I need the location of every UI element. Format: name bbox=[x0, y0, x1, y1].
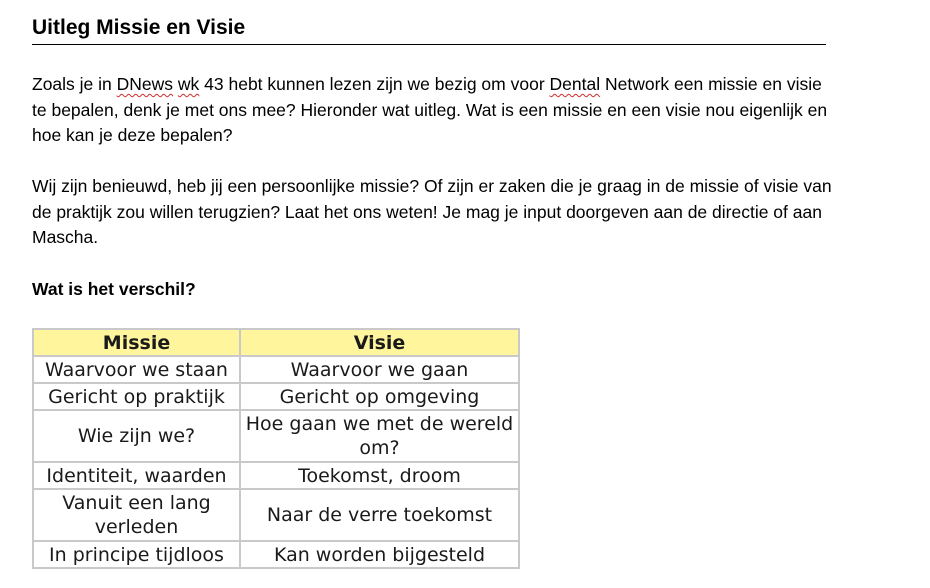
table-cell: Toekomst, droom bbox=[240, 462, 519, 489]
table-header-row bbox=[33, 329, 519, 356]
table-cell: Identiteit, waarden bbox=[33, 462, 240, 489]
table-cell: Naar de verre toekomst bbox=[240, 489, 519, 541]
table-row bbox=[33, 462, 519, 489]
table-row bbox=[33, 541, 519, 568]
table-cell: Hoe gaan we met de wereld om? bbox=[240, 410, 519, 462]
comparison-table bbox=[32, 328, 520, 569]
table-cell: Kan worden bijgesteld bbox=[240, 541, 519, 568]
spellcheck-word-dental[interactable]: Dental bbox=[549, 74, 601, 94]
table-cell: Waarvoor we gaan bbox=[240, 356, 519, 383]
spellcheck-word-wk[interactable]: wk bbox=[177, 74, 200, 94]
header-missie: Missie bbox=[33, 329, 240, 356]
text-segment: Network een missie en visie te bepalen, denk je met ons mee? Hieronder wat uitleg. Wat is een missie en een visie nou eigenlijk en hoe kan je deze bepalen? bbox=[32, 74, 828, 145]
table-cell: Vanuit een lang verleden bbox=[33, 489, 240, 541]
table-row bbox=[33, 356, 519, 383]
table-cell: Wie zijn we? bbox=[33, 410, 240, 462]
spellcheck-word-dnews[interactable]: DNews bbox=[116, 74, 174, 94]
table-cell: Waarvoor we staan bbox=[33, 356, 240, 383]
text-segment: 43 hebt kunnen lezen zijn we bezig om voor bbox=[199, 74, 550, 94]
section-subheading: Wat is het verschil? bbox=[32, 279, 196, 299]
table-row bbox=[33, 489, 519, 541]
invitation-paragraph: Wij zijn benieuwd, heb jij een persoonlijke missie? Of zijn er zaken die je graag in de missie of visie van de praktijk zou willen terugzien? Laat het ons weten! Je mag je input doorgeven aan de directie of aan Mascha. bbox=[32, 176, 832, 247]
table-row bbox=[33, 410, 519, 462]
table-cell: Gericht op praktijk bbox=[33, 383, 240, 410]
table-cell: Gericht op omgeving bbox=[240, 383, 519, 410]
table-row bbox=[33, 383, 519, 410]
header-visie: Visie bbox=[240, 329, 519, 356]
table-cell: In principe tijdloos bbox=[33, 541, 240, 568]
document-title: Uitleg Missie en Visie bbox=[32, 14, 826, 45]
intro-paragraph bbox=[32, 72, 832, 149]
text-segment: Zoals je in bbox=[32, 74, 117, 94]
